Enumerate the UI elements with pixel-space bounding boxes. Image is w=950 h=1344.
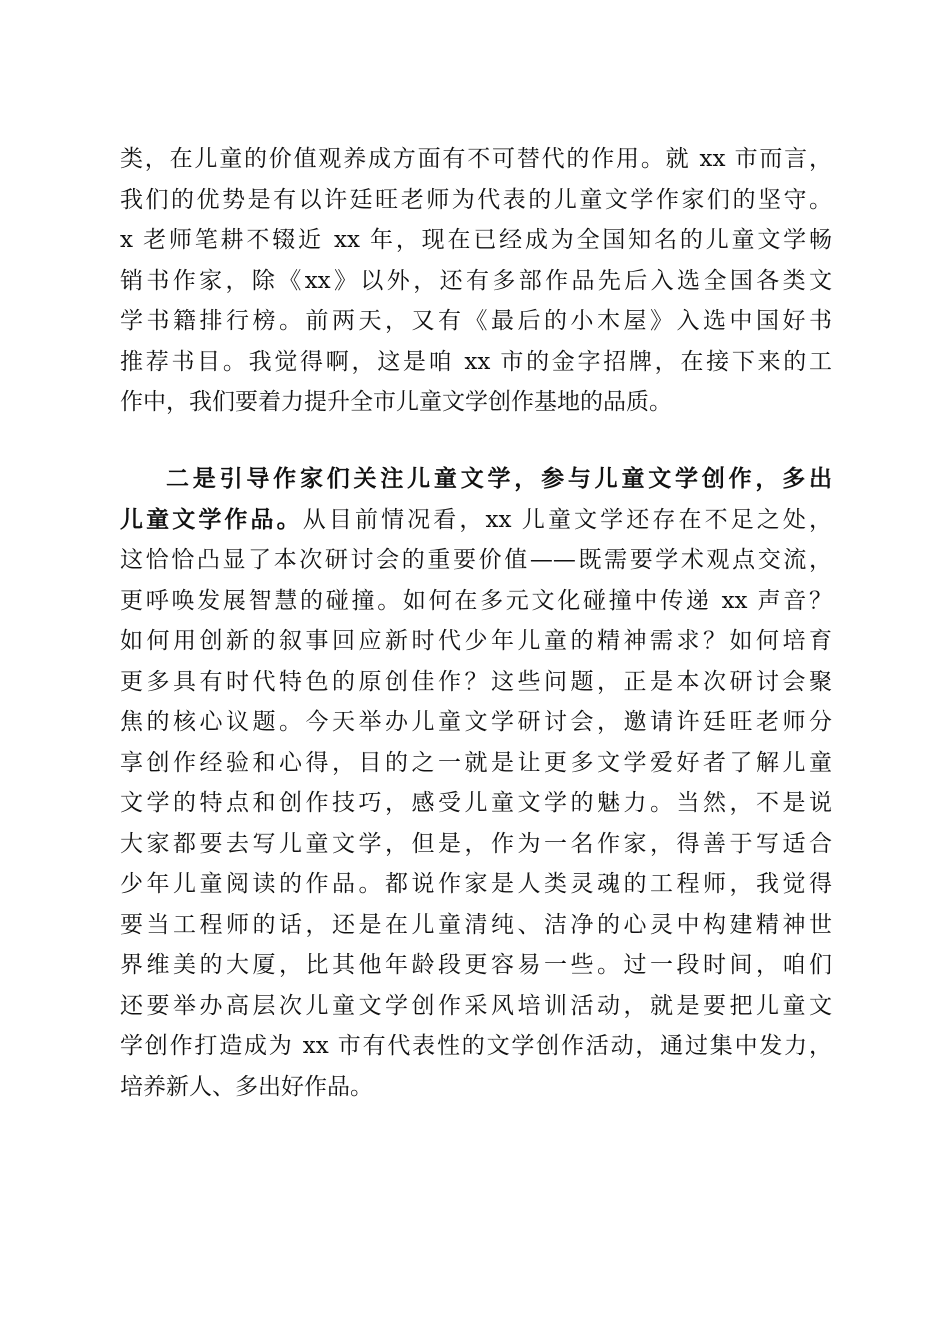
paragraph-line: 作中，我们要着力提升全市儿童文学创作基地的品质。 — [120, 389, 672, 415]
paragraph-line: 推荐书目。我觉得啊，这是咱 xx 市的金字招牌，在接下来的工 — [120, 348, 832, 375]
paragraph-line: 大家都要去写儿童文学，但是，作为一名作家，得善于写适合 — [120, 830, 832, 857]
paragraph-line: 要当工程师的话，还是在儿童清纯、洁净的心灵中构建精神世 — [120, 911, 832, 938]
paragraph-heading-rest: 从目前情况看，xx 儿童文学还存在不足之处， — [302, 506, 832, 533]
paragraph-line: 学书籍排行榜。前两天，又有《最后的小木屋》入选中国好书 — [120, 308, 832, 334]
paragraph-line: 这恰恰凸显了本次研讨会的重要价值——既需要学术观点交流， — [120, 547, 832, 573]
paragraph-heading-line — [120, 500, 832, 541]
paragraph-line: 类，在儿童的价值观养成方面有不可替代的作用。就 xx 市而言， — [120, 146, 832, 172]
paragraph-line: 如何用创新的叙事回应新时代少年儿童的精神需求？如何培育 — [120, 628, 832, 654]
paragraph-1 — [120, 139, 832, 423]
paragraph-2 — [120, 459, 832, 1107]
paragraph-line: 少年儿童阅读的作品。都说作家是人类灵魂的工程师，我觉得 — [120, 871, 832, 897]
paragraph-line: x 老师笔耕不辍近 xx 年，现在已经成为全国知名的儿童文学畅 — [120, 227, 832, 253]
paragraph-line: 销书作家，除《xx》以外，还有多部作品先后入选全国各类文 — [120, 267, 832, 294]
paragraph-line: 我们的优势是有以许廷旺老师为代表的儿童文学作家们的坚守。 — [120, 186, 832, 213]
paragraph-line: 还要举办高层次儿童文学创作采风培训活动，就是要把儿童文 — [120, 992, 832, 1019]
paragraph-line: 享创作经验和心得，目的之一就是让更多文学爱好者了解儿童 — [120, 749, 832, 776]
paragraph-line: 培养新人、多出好作品。 — [120, 1073, 373, 1100]
paragraph-heading-bold: 儿童文学作品。 — [120, 505, 303, 533]
paragraph-line: 学创作打造成为 xx 市有代表性的文学创作活动，通过集中发力， — [120, 1033, 832, 1059]
paragraph-line: 文学的特点和创作技巧，感受儿童文学的魅力。当然，不是说 — [120, 790, 832, 816]
paragraph-line: 更多具有时代特色的原创佳作？这些问题，正是本次研讨会聚 — [120, 668, 832, 695]
paragraph-line: 更呼唤发展智慧的碰撞。如何在多元文化碰撞中传递 xx 声音？ — [120, 587, 832, 614]
paragraph-line: 焦的核心议题。今天举办儿童文学研讨会，邀请许廷旺老师分 — [120, 709, 832, 735]
paragraph-heading-line: 二是引导作家们关注儿童文学，参与儿童文学创作，多出 — [166, 465, 832, 492]
paragraph-line: 界维美的大厦，比其他年龄段更容易一些。过一段时间，咱们 — [120, 952, 832, 978]
